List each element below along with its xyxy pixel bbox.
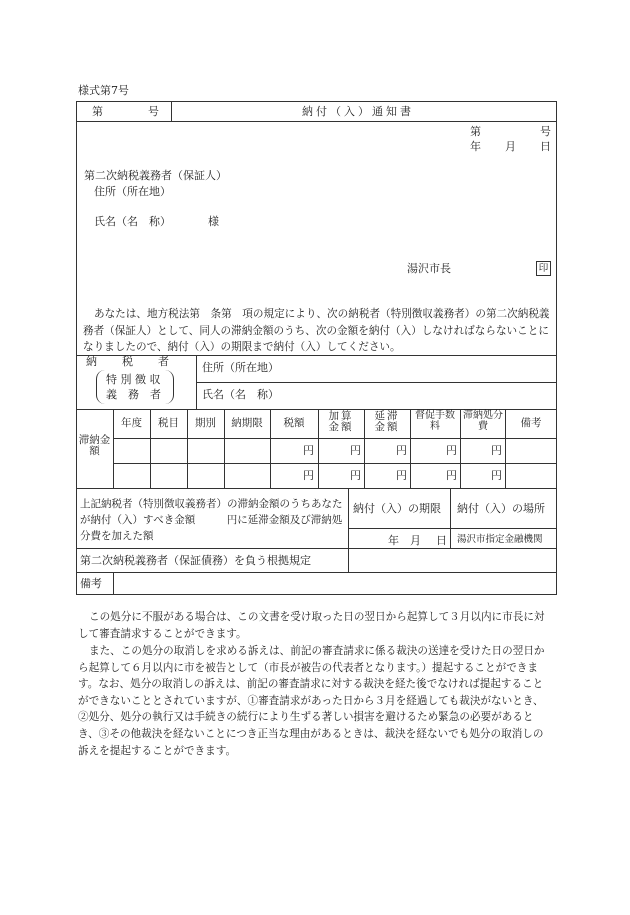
doc-number-prefix: 第 — [470, 125, 481, 138]
deadline-day: 日 — [436, 534, 447, 547]
yen-mark: 円 — [446, 469, 457, 482]
remarks-label: 備考 — [80, 577, 102, 590]
addressee-honorific: 様 — [208, 215, 219, 228]
col-tax-item: 税目 — [158, 417, 179, 429]
taxpayer-address-label: 住所（所在地） — [202, 361, 279, 374]
arrears-row-label: 滞納金額 — [78, 434, 111, 458]
yen-mark: 円 — [396, 444, 407, 457]
col-year: 年度 — [121, 417, 142, 429]
appeal-paragraph-1: この処分に不服がある場合は、この文書を受け取った日の翌日から起算して３月以内に市長に対して審査請求することができます。 — [78, 611, 545, 640]
col-delinquency: 延滞金額 — [374, 410, 400, 434]
yen-mark: 円 — [303, 469, 314, 482]
appeal-paragraph-2: また、この処分の取消しを求める訴えは、前記の審査請求に係る裁決の送達を受けた日の翌日から起算して６月以内に市を被告として（市長が被告の代表者となります。）提起することができます。なお、処分の取消しの訴えは、前記の審査請求に対する裁決を経た後でなければ提起することができないこととされていますが、①審査請求があった日から３月を経過しても裁決がないとき、②処分、処分の執行又は手続きの続行により生ずる著しい損害を避けるため緊急の必要があるとき、③その他裁決を経ないことにつき正当な理由があるときは、裁決を経ないでも処分の取消しの訴えを提起することができます。 — [78, 645, 545, 757]
addressee-role: 第二次納税義務者（保証人） — [84, 169, 227, 182]
place-label: 納付（入）の場所 — [457, 502, 545, 515]
basis-label: 第二次納税義務者（保証債務）を負う根拠規定 — [80, 554, 311, 567]
document-title: 納付（入）通知書 — [302, 105, 414, 118]
doc-date-year: 年 — [470, 140, 481, 153]
payment-text: 上記納税者（特別徴収義務者）の滞納金額のうちあなたが納付（入）すべき金額 円に延滞金額及び滞納処分費を加えた額 — [80, 498, 343, 542]
yen-mark: 円 — [491, 469, 502, 482]
taxpayer-name-label: 氏名（名 称） — [202, 388, 279, 401]
yen-mark: 円 — [396, 469, 407, 482]
deadline-label: 納付（入）の期限 — [353, 502, 441, 515]
deadline-month: 月 — [410, 534, 421, 547]
col-period: 期別 — [195, 417, 216, 429]
yen-mark: 円 — [350, 469, 361, 482]
col-disposition-fee: 滞納処分費 — [463, 410, 503, 432]
taxpayer-paren-1: 特 別 徴 収 — [106, 373, 161, 386]
doc-date-day: 日 — [540, 140, 551, 153]
col-additional: 加算金額 — [328, 410, 354, 434]
col-due-date: 納期限 — [231, 417, 263, 429]
seal-mark: 印 — [536, 261, 551, 276]
deadline-year: 年 — [388, 534, 399, 547]
header-number-suffix: 号 — [148, 105, 159, 118]
place-value: 湯沢市指定金融機関 — [457, 534, 543, 545]
col-remarks: 備考 — [520, 417, 542, 429]
yen-mark: 円 — [350, 444, 361, 457]
doc-date-month: 月 — [505, 140, 516, 153]
issuer-name: 湯沢市長 — [407, 262, 451, 275]
yen-mark: 円 — [303, 444, 314, 457]
addressee-name-label: 氏名（名 称） — [94, 215, 171, 228]
doc-number-suffix: 号 — [540, 125, 551, 138]
header-number-prefix: 第 — [92, 105, 103, 118]
col-reminder-fee: 督促手数料 — [415, 410, 455, 432]
yen-mark: 円 — [491, 444, 502, 457]
notice-text: あなたは、地方税法第 条第 項の規定により、次の納税者（特別徴収義務者）の第二次納税義務者（保証人）として、同人の滞納金額のうち、次の金額を納付（入）しなければならないことになりましたので、納付（入）の期限まで納付（入）してください。 — [83, 308, 550, 354]
col-tax-amount: 税額 — [283, 417, 305, 429]
yen-mark: 円 — [446, 444, 457, 457]
taxpayer-label: 納 税 者 — [86, 355, 170, 368]
taxpayer-paren-2: 義 務 者 — [106, 388, 161, 401]
form-number: 様式第7号 — [78, 84, 129, 97]
addressee-address-label: 住所（所在地） — [94, 185, 171, 198]
